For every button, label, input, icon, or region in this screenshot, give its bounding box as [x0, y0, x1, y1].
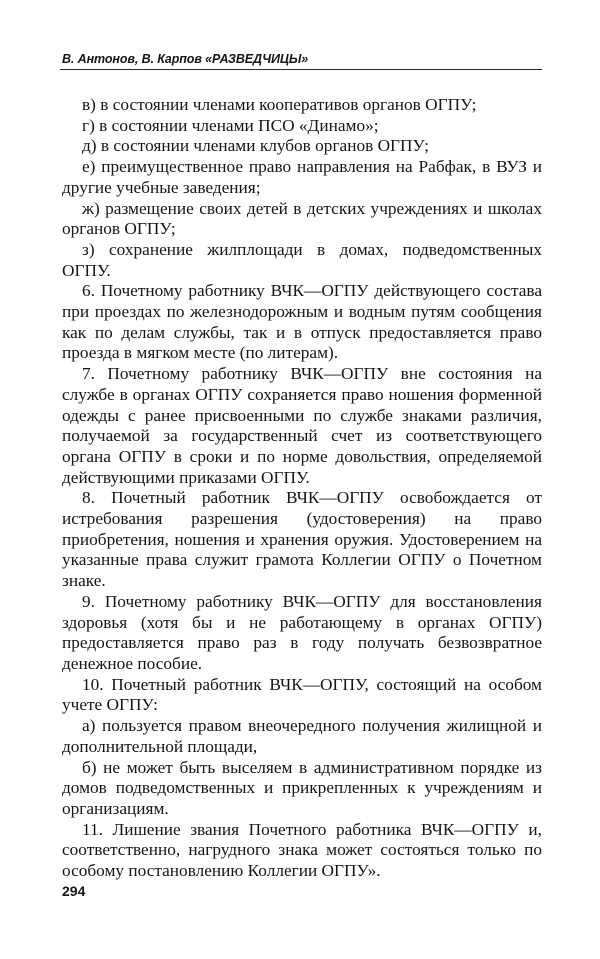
paragraph: 7. Почетному работнику ВЧК—ОГПУ вне состояния на службе в органах ОГПУ сохраняется право ношения форменной одежды с ранее присвоенными по службе знаками различия, получаемой за государственный счет из соответствующего органа ОГПУ в сроки и по норме довольствия, определяемой действующими приказами ОГПУ. [62, 364, 542, 487]
paragraph: б) не может быть выселяем в административном порядке из домов подведомственных и прикрепленных к учреждениям и организациям. [62, 757, 542, 818]
paragraph: г) в состоянии членами ПСО «Динамо»; [82, 115, 379, 135]
paragraph: е) преимущественное право направления на Рабфак, в ВУЗ и другие учебные заведения; [62, 157, 542, 197]
body-text [62, 95, 542, 882]
paragraph: 6. Почетному работнику ВЧК—ОГПУ действующего состава при проездах по железнодорожным и водным путям сообщения как по делам службы, так и в отпуск предоставляется право проезда в мягком месте (по литерам). [62, 281, 542, 363]
paragraph: в) в состоянии членами кооперативов органов ОГПУ; [82, 95, 477, 114]
paragraph: ж) размещение своих детей в детских учреждениях и школах органов ОГПУ; [62, 198, 542, 239]
paragraph: 9. Почетному работнику ВЧК—ОГПУ для восстановления здоровья (хотя бы и не работающему в органах ОГПУ) предоставляется право раз в году получать безвозвратное денежное пособие. [62, 591, 542, 673]
running-head: В. Антонов, В. Карпов «РАЗВЕДЧИЦЫ» [62, 52, 309, 66]
paragraph: з) сохранение жилплощади в домах, подведомственных ОГПУ. [62, 239, 542, 280]
paragraph: а) пользуется правом внеочередного получения жилищной и дополнительной площади, [62, 716, 542, 756]
paragraph: д) в состоянии членами клубов органов ОГПУ; [82, 136, 429, 156]
header-rule [60, 69, 542, 70]
paragraph: 10. Почетный работник ВЧК—ОГПУ, состоящий на особом учете ОГПУ: [62, 674, 542, 715]
paragraph: 11. Лишение звания Почетного работника ВЧК—ОГПУ и, соответственно, нагрудного знака может состояться только по особому постановлению Коллегии ОГПУ». [62, 819, 542, 881]
page-number: 294 [62, 883, 86, 899]
paragraph: 8. Почетный работник ВЧК—ОГПУ освобождается от истребования разрешения (удостоверения) на право приобретения, ношения и хранения оружия. Удостоверением на указанные права служит грамота Коллегии ОГПУ о Почетном знаке. [62, 488, 542, 591]
